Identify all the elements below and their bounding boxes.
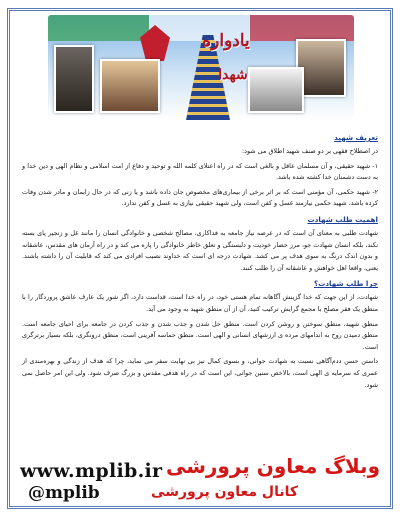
paragraph: شهادت، از این جهت که خدا گزینش آگاهانه تمام هستی خود، در راه خدا است، قداست دارد، اگر شور یک عارف عاشق پروردگار را با منطق یک فقر مصلح با مجمع گرایش ترکیب کنید، آن از آن منطق شهید به وجود می آید. <box>22 293 378 313</box>
paragraph: شهادت طلبی به معنای آن است که در عرصه نیاز جامعه به فداکاری، مصالح شخصی و خانوادگی انسان را مانند غل و زنجیر پای بسته نکند، بلکه انسان شهادت جو، مرز حصار خودیت و دلبستگی و تعلق خاطر خانوادگی را پاره می کند و در راه آرمان های مقدس، عاشقانه و بدون اندک درنگ به سوی هدف پر می کشد. شهادت درجه ای است که خداوند نصیب افرادی می کند که قابلیت آن را داشته باشند. یعنی، واقعا اهل خواهش و عاشقانه آن را طلب کنند. <box>22 228 378 272</box>
article-body <box>22 128 378 394</box>
paragraph: منطق شهید، منطق سوختن و روشن کردن است. منطق حل شدن و جذب شدن و جذب کردن در جامعه برای احیای جامعه است. منطق دمیدن روح به اندامهای مرده ی ارزشهای انسانی و الهی است. منطق حماسه آفرینی است، منطق درونگری، بلکه بسیار برترگری است. <box>22 319 378 351</box>
section-heading: چرا طلب شهادت؟ <box>313 279 378 289</box>
paragraph: داستن حسن ددم‌آگاهی نسبت به شهادت جوانی، و بسوی کمال نیز بی نهایت سفر می نماید، چرا که هدف از زندگی و بهره‌مندی از عمری که سرمایه ی الهی است، بالاخص سنین جوانی، این است که در راه هدفی مقدس و بزرگ صرف شود. ولی این امر حاصل نمی شود. <box>22 357 378 389</box>
paragraph: ۲- شهید حکمی، آن مؤمنی است که بر اثر برخی از بیماری‌های مخصوص جان داده باشد و یا زنی که در حال زایمان و مادر شدن وفات کرده باشد، شهید حکمی نیازمند غسل و کفن است، ولی شهید حقیقی نیازی به غسل و کفن ندارد. <box>22 187 378 208</box>
weblog-title: وبلاگ معاون پرورشی <box>165 454 380 478</box>
promo-footer <box>10 450 390 506</box>
banner-subtitle: شهدا <box>218 67 248 83</box>
paragraph: ۱- شهید حقیقی، و آن مسلمان عاقل و بالغی است که در راه اعتلای کلمه الله و توحید و دفاع از امت اسلامی و نظام الهی و دین خدا و به دست دشمنان خدا کشته شده باشد. <box>22 161 378 182</box>
paragraph: در اصطلاح فقهی بر دو صنف شهید اطلاق می شود: <box>242 147 378 155</box>
website-link[interactable]: www.mplib.ir <box>20 460 163 482</box>
header-banner <box>48 15 354 120</box>
martyrs-photo <box>100 59 160 113</box>
section-heading: تعریف شهید <box>334 133 378 142</box>
section-heading: اهمیت طلب شهادت <box>307 214 378 224</box>
leader-portrait-image <box>54 45 94 113</box>
channel-title: کانال معاون پرورشی <box>151 484 298 500</box>
document-page <box>7 8 393 509</box>
banner-title: یادواره <box>202 31 250 51</box>
channel-handle[interactable]: @mplib <box>28 483 100 503</box>
